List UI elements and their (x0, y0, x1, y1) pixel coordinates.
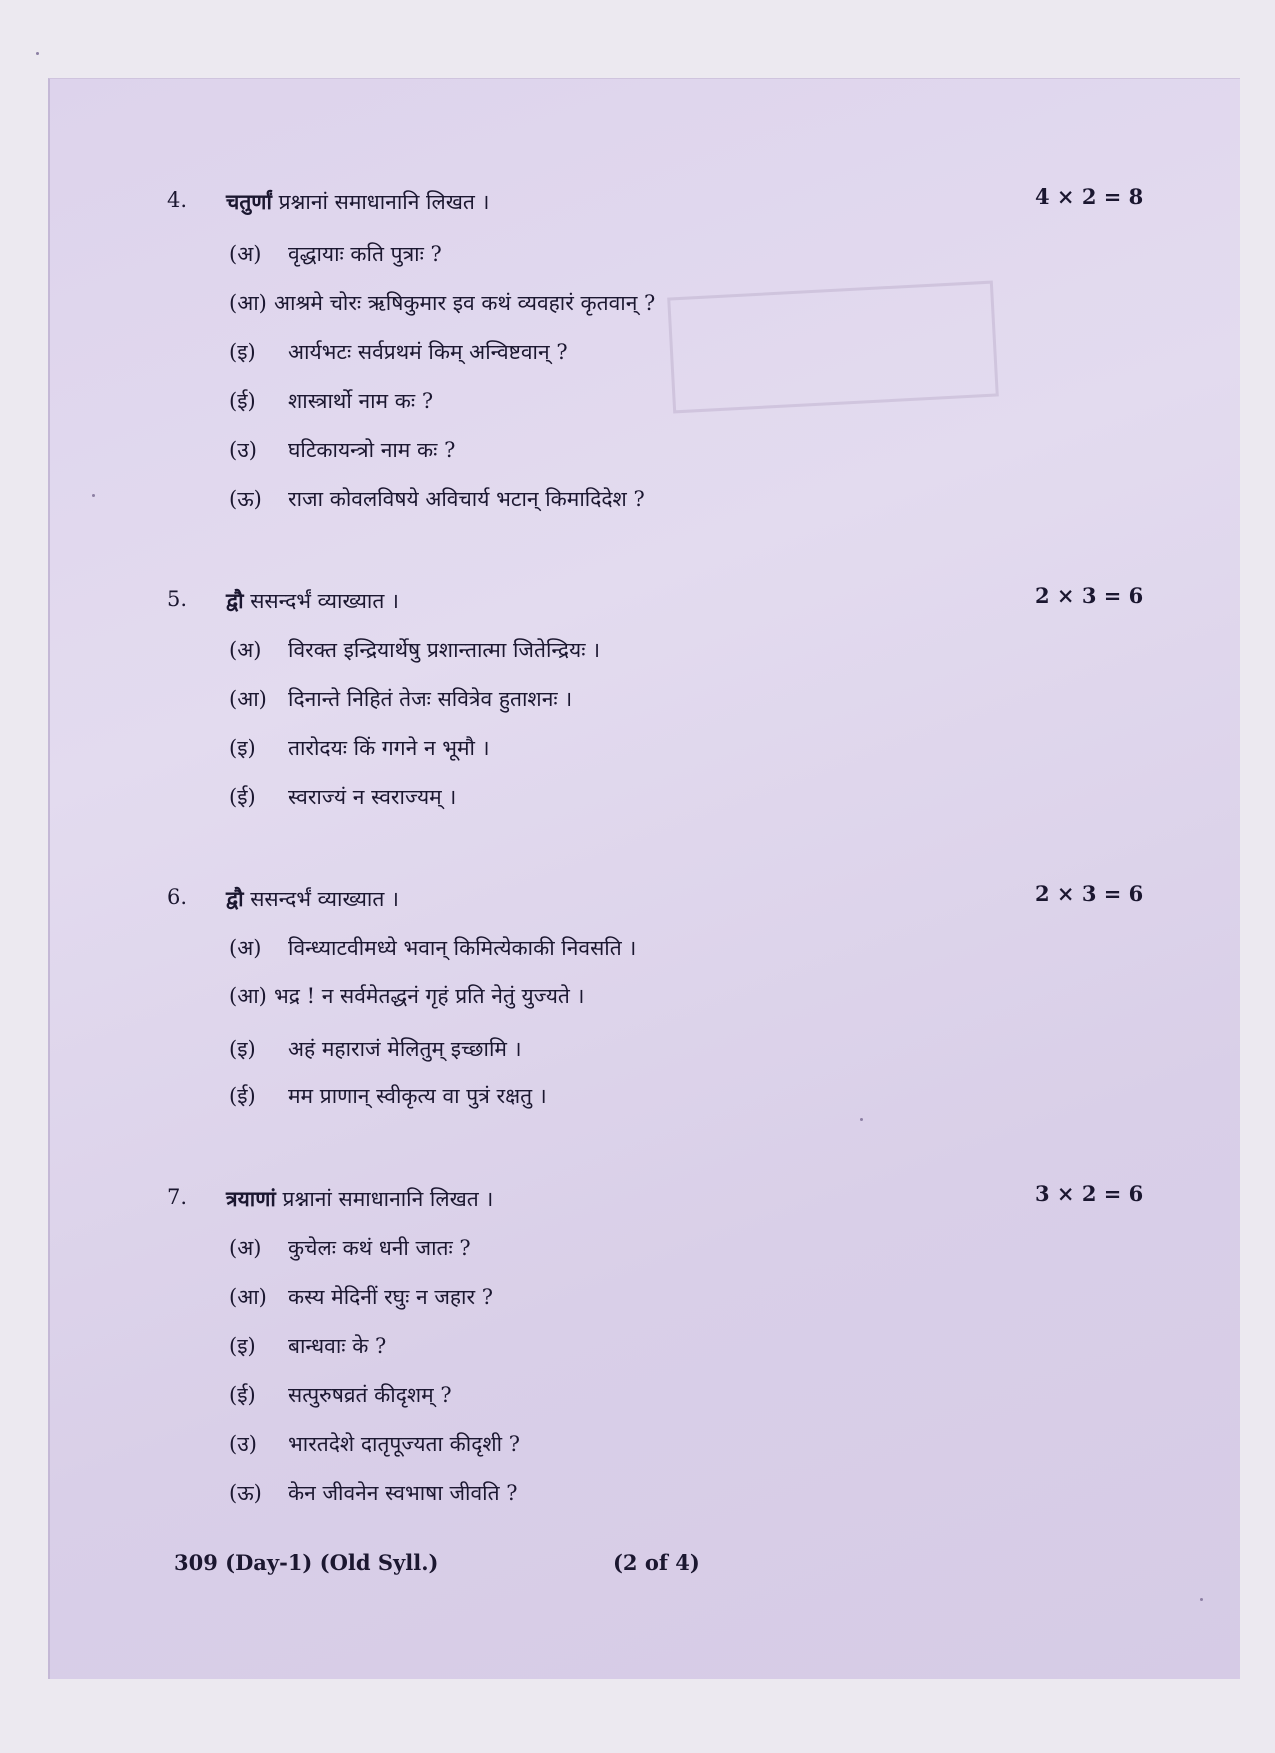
scan-speck (860, 1118, 863, 1121)
option-text: शास्त्रार्थो नाम कः ? (288, 389, 434, 413)
option-text: विरक्त इन्द्रियार्थेषु प्रशान्तात्मा जितेन्द्रियः । (288, 638, 601, 662)
option-label: (ई) (229, 389, 256, 413)
scan-speck (1200, 1598, 1203, 1601)
option-text: अहं महाराजं मेलितुम् इच्छामि । (288, 1037, 522, 1061)
question-text: द्वौ ससन्दर्भं व्याख्यात । (226, 588, 399, 613)
option-label: (इ) (229, 736, 256, 760)
paper-code: 309 (Day-1) (Old Syll.) (174, 1550, 439, 1575)
question-number: 5. (167, 587, 188, 611)
option-text: स्वराज्यं न स्वराज्यम् । (288, 785, 457, 809)
option-text: तारोदयः किं गगने न भूमौ । (288, 736, 490, 760)
question-number: 7. (167, 1185, 188, 1209)
option-label: (उ) (229, 1432, 257, 1456)
option-label: (ई) (229, 785, 256, 809)
option-text: भद्र ! न सर्वमेतद्धनं गृहं प्रति नेतुं युज्यते । (274, 984, 585, 1008)
question-text: चतुर्णां प्रश्नानां समाधानानि लिखत । (226, 189, 490, 214)
option-label: (अ) (229, 638, 262, 662)
option-label: (आ) (229, 984, 267, 1008)
option-label: (अ) (229, 242, 262, 266)
question-text: द्वौ ससन्दर्भं व्याख्यात । (226, 886, 399, 911)
question-number: 4. (167, 188, 188, 212)
question-6-marks: 2 × 3 = 6 (1035, 881, 1144, 906)
option-label: (इ) (229, 1334, 256, 1358)
scan-speck (36, 52, 39, 55)
option-text: आर्यभटः सर्वप्रथमं किम् अन्विष्टवान् ? (288, 340, 568, 364)
option-text: सत्पुरुषव्रतं कीदृशम् ? (288, 1383, 452, 1407)
option-label: (अ) (229, 936, 262, 960)
option-text: कस्य मेदिनीं रघुः न जहार ? (288, 1285, 494, 1309)
option-label: (अ) (229, 1236, 262, 1260)
option-label: (ऊ) (229, 1481, 262, 1505)
option-label: (ई) (229, 1084, 256, 1108)
option-text: कुचेलः कथं धनी जातः ? (288, 1236, 471, 1260)
option-text: भारतदेशे दातृपूज्यता कीदृशी ? (288, 1432, 521, 1456)
option-label: (आ) (229, 687, 267, 711)
option-label: (उ) (229, 438, 257, 462)
option-text: वृद्धायाः कति पुत्राः ? (288, 242, 442, 266)
bleed-through-watermark (667, 281, 999, 414)
option-label: (इ) (229, 1037, 256, 1061)
page-number: (2 of 4) (613, 1550, 700, 1575)
option-label: (ई) (229, 1383, 256, 1407)
question-5-marks: 2 × 3 = 6 (1035, 583, 1144, 608)
option-label: (इ) (229, 340, 256, 364)
option-label: (आ) (229, 1285, 267, 1309)
option-text: घटिकायन्त्रो नाम कः ? (288, 438, 456, 462)
option-text: मम प्राणान् स्वीकृत्य वा पुत्रं रक्षतु । (288, 1084, 547, 1108)
option-text: राजा कोवलविषये अविचार्य भटान् किमादिदेश ? (288, 487, 645, 511)
option-text: आश्रमे चोरः ऋषिकुमार इव कथं व्यवहारं कृतवान् ? (274, 291, 656, 315)
question-7-marks: 3 × 2 = 6 (1035, 1181, 1144, 1206)
option-text: केन जीवनेन स्वभाषा जीवति ? (288, 1481, 518, 1505)
option-label: (आ) (229, 291, 267, 315)
option-text: विन्ध्याटवीमध्ये भवान् किमित्येकाकी निवसति । (288, 936, 637, 960)
scan-speck (92, 494, 95, 497)
option-label: (ऊ) (229, 487, 262, 511)
question-number: 6. (167, 885, 188, 909)
option-text: दिनान्ते निहितं तेजः सवित्रेव हुताशनः । (288, 687, 573, 711)
paper-sheet (48, 78, 1240, 1679)
question-4-marks: 4 × 2 = 8 (1035, 184, 1144, 209)
option-text: बान्धवाः के ? (288, 1334, 387, 1358)
question-text: त्रयाणां प्रश्नानां समाधानानि लिखत । (226, 1186, 494, 1211)
